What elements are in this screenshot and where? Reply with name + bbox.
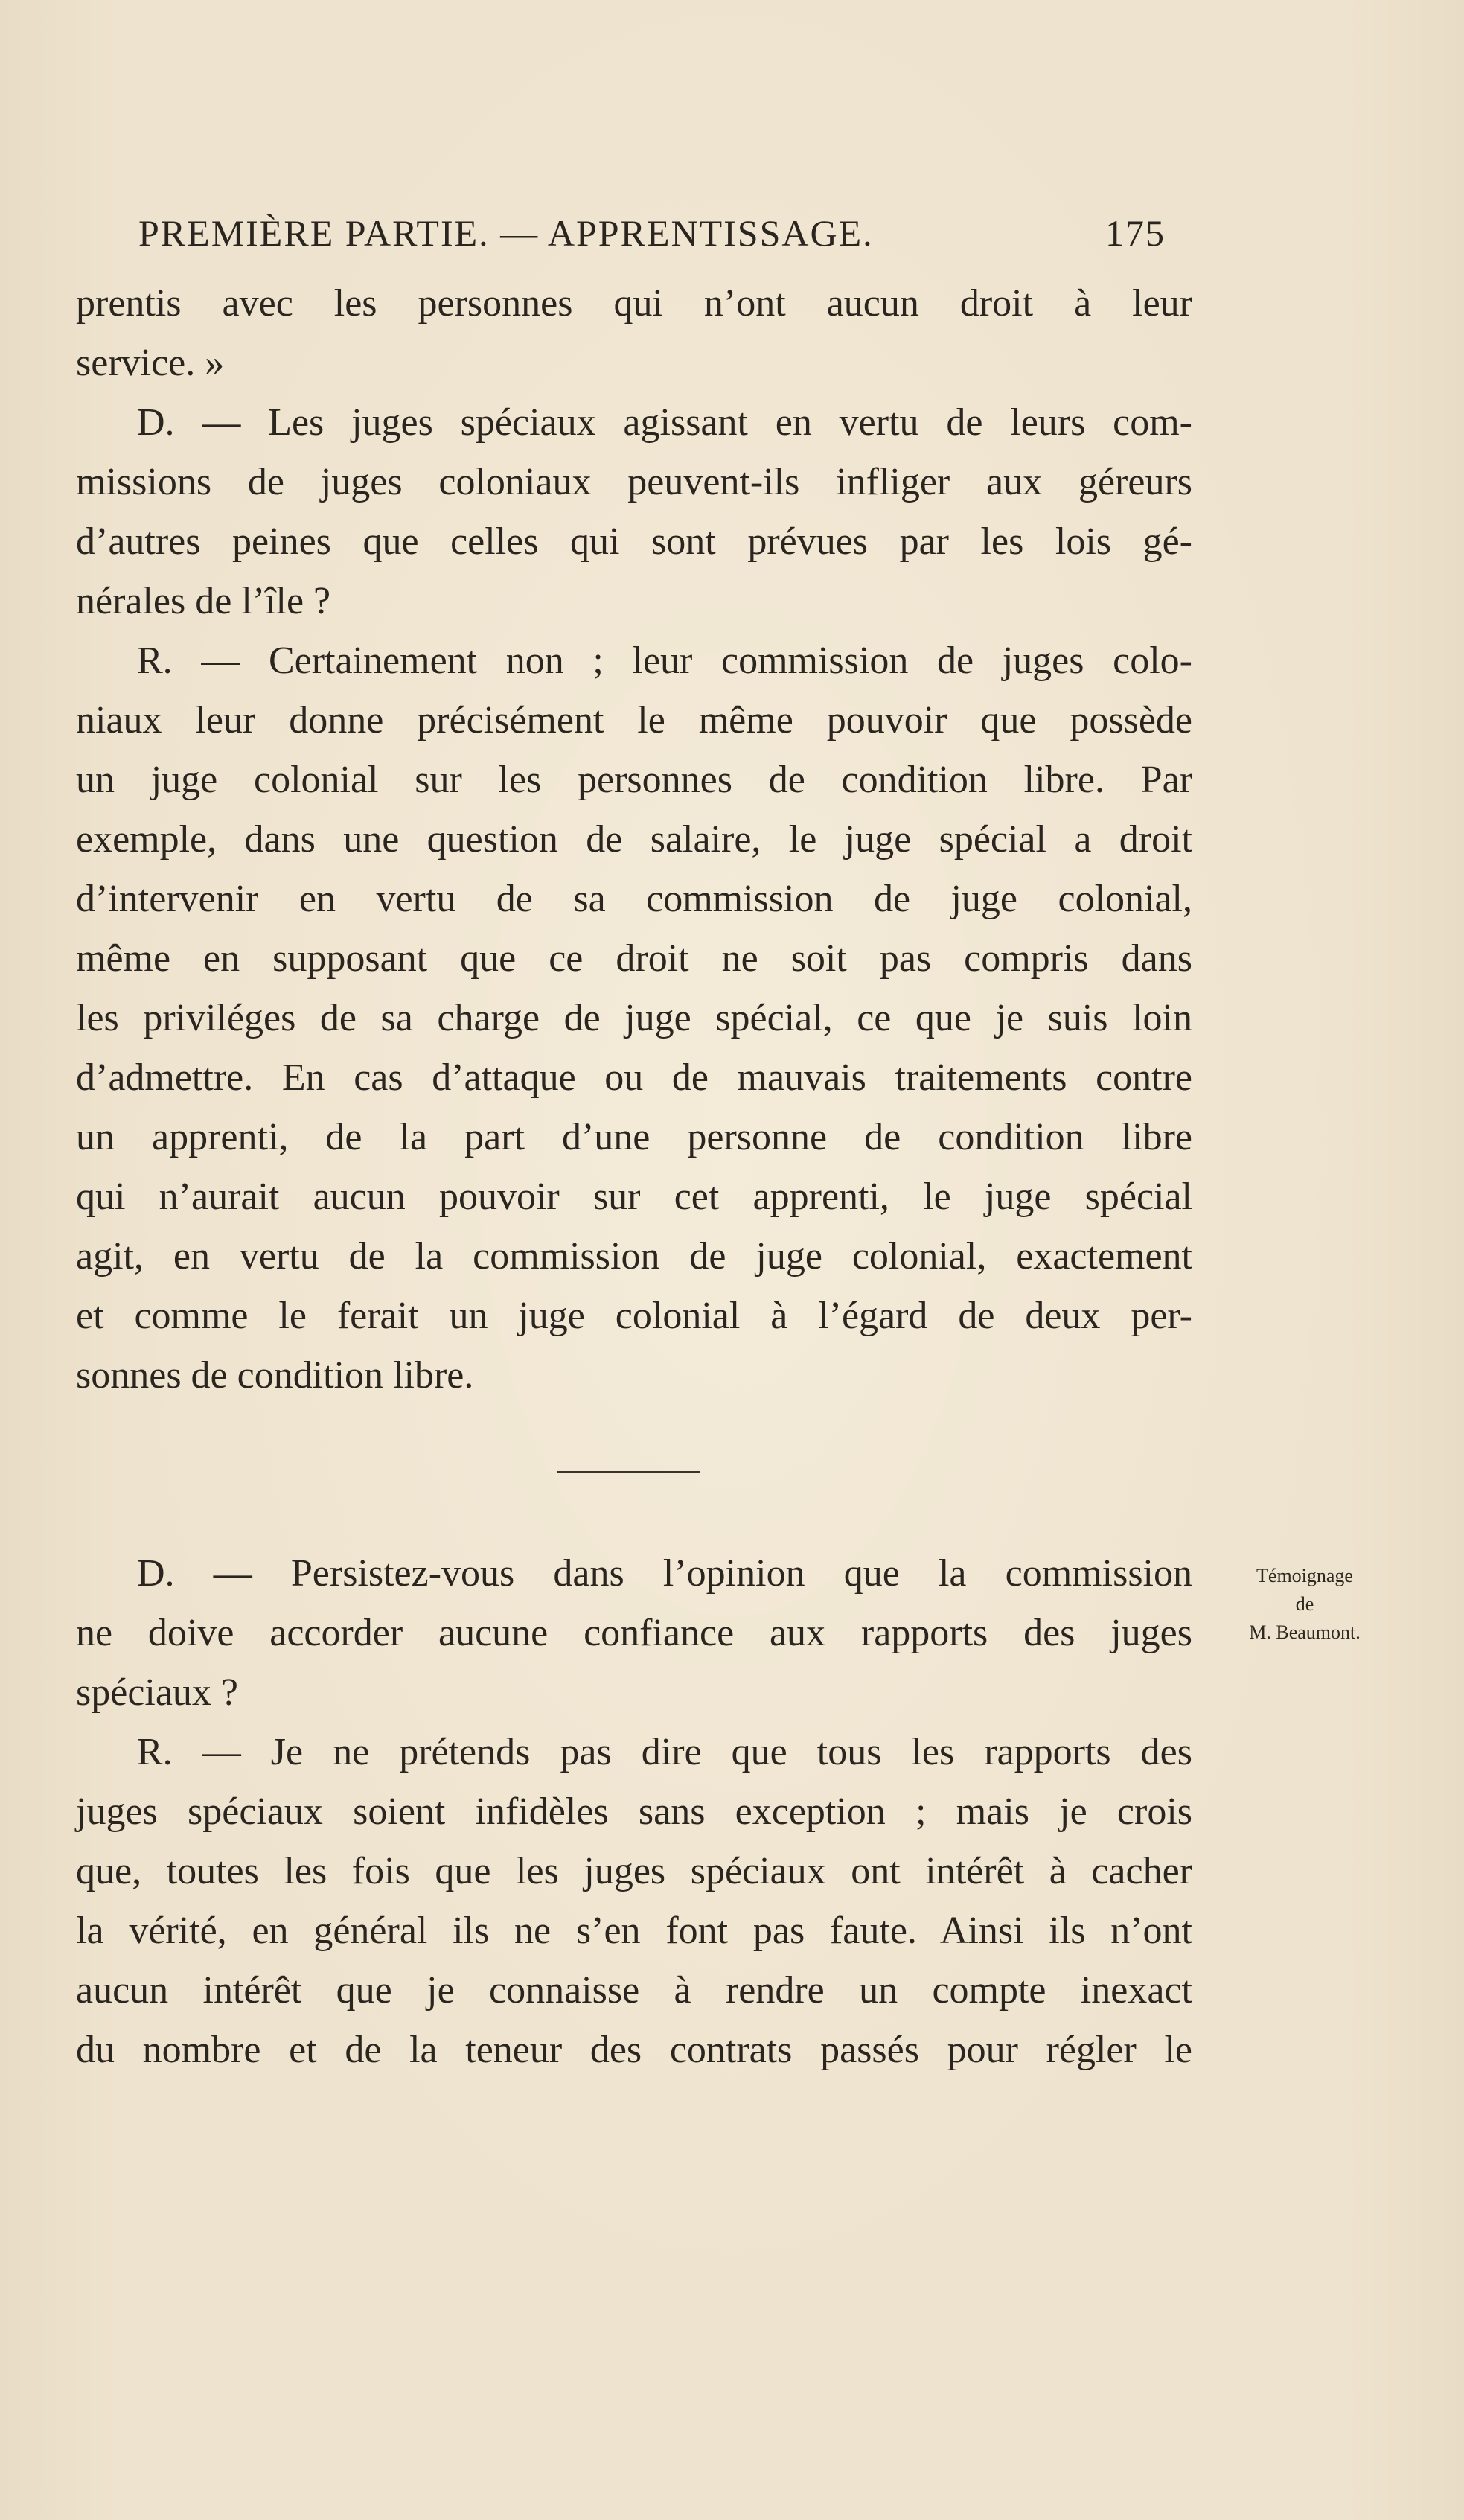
text-line: agit, en vertu de la commission de juge colonial, exactement xyxy=(76,1235,1192,1277)
text-line: D. — Persistez-vous dans l’opinion que la commission xyxy=(137,1552,1192,1595)
text-line: service. » xyxy=(76,342,225,384)
text-line: que, toutes les fois que les juges spéciaux ont intérêt à cacher xyxy=(76,1850,1192,1892)
text-line: d’autres peines que celles qui sont prévues par les lois gé- xyxy=(76,520,1192,563)
text-line: niaux leur donne précisément le même pouvoir que possède xyxy=(76,699,1192,741)
text-line: et comme le ferait un juge colonial à l’égard de deux per- xyxy=(76,1295,1192,1337)
text-line: aucun intérêt que je connaisse à rendre un compte inexact xyxy=(76,1969,1192,2012)
text-line: D. — Les juges spéciaux agissant en vertu de leurs com- xyxy=(137,401,1192,444)
margin-note-line: Témoignage xyxy=(1256,1565,1353,1586)
margin-note-line: M. Beaumont. xyxy=(1249,1621,1361,1643)
text-line: R. — Certainement non ; leur commission de juges colo- xyxy=(137,639,1192,682)
page-number: 175 xyxy=(1105,212,1166,254)
text-line: qui n’aurait aucun pouvoir sur cet apprenti, le juge spécial xyxy=(76,1176,1192,1218)
text-line: du nombre et de la teneur des contrats passés pour régler le xyxy=(76,2029,1192,2071)
text-line: la vérité, en général ils ne s’en font pas faute. Ainsi ils n’ont xyxy=(76,1910,1192,1952)
text-line: un apprenti, de la part d’une personne de condition libre xyxy=(76,1116,1192,1158)
text-line: les priviléges de sa charge de juge spécial, ce que je suis loin xyxy=(76,997,1192,1039)
text-line: ne doive accorder aucune confiance aux rapports des juges xyxy=(76,1612,1192,1654)
section-divider xyxy=(557,1471,700,1473)
text-line: un juge colonial sur les personnes de condition libre. Par xyxy=(76,759,1192,801)
running-title: PREMIÈRE PARTIE. — APPRENTISSAGE. xyxy=(138,212,874,254)
running-header xyxy=(138,207,1166,259)
text-line: sonnes de condition libre. xyxy=(76,1354,474,1397)
text-line: d’intervenir en vertu de sa commission de juge colonial, xyxy=(76,878,1192,920)
margin-note-line: de xyxy=(1295,1593,1314,1615)
text-line: nérales de l’île ? xyxy=(76,580,331,622)
margin-note xyxy=(1212,1562,1398,1647)
text-line: spéciaux ? xyxy=(76,1671,239,1714)
text-line: exemple, dans une question de salaire, le juge spécial a droit xyxy=(76,818,1192,861)
text-line: missions de juges coloniaux peuvent-ils infliger aux géreurs xyxy=(76,461,1192,503)
text-line: prentis avec les personnes qui n’ont aucun droit à leur xyxy=(76,282,1192,325)
text-line: juges spéciaux soient infidèles sans exception ; mais je crois xyxy=(76,1790,1192,1833)
text-line: même en supposant que ce droit ne soit pas compris dans xyxy=(76,937,1192,980)
text-line: R. — Je ne prétends pas dire que tous les rapports des xyxy=(137,1731,1192,1773)
text-line: d’admettre. En cas d’attaque ou de mauvais traitements contre xyxy=(76,1056,1192,1099)
